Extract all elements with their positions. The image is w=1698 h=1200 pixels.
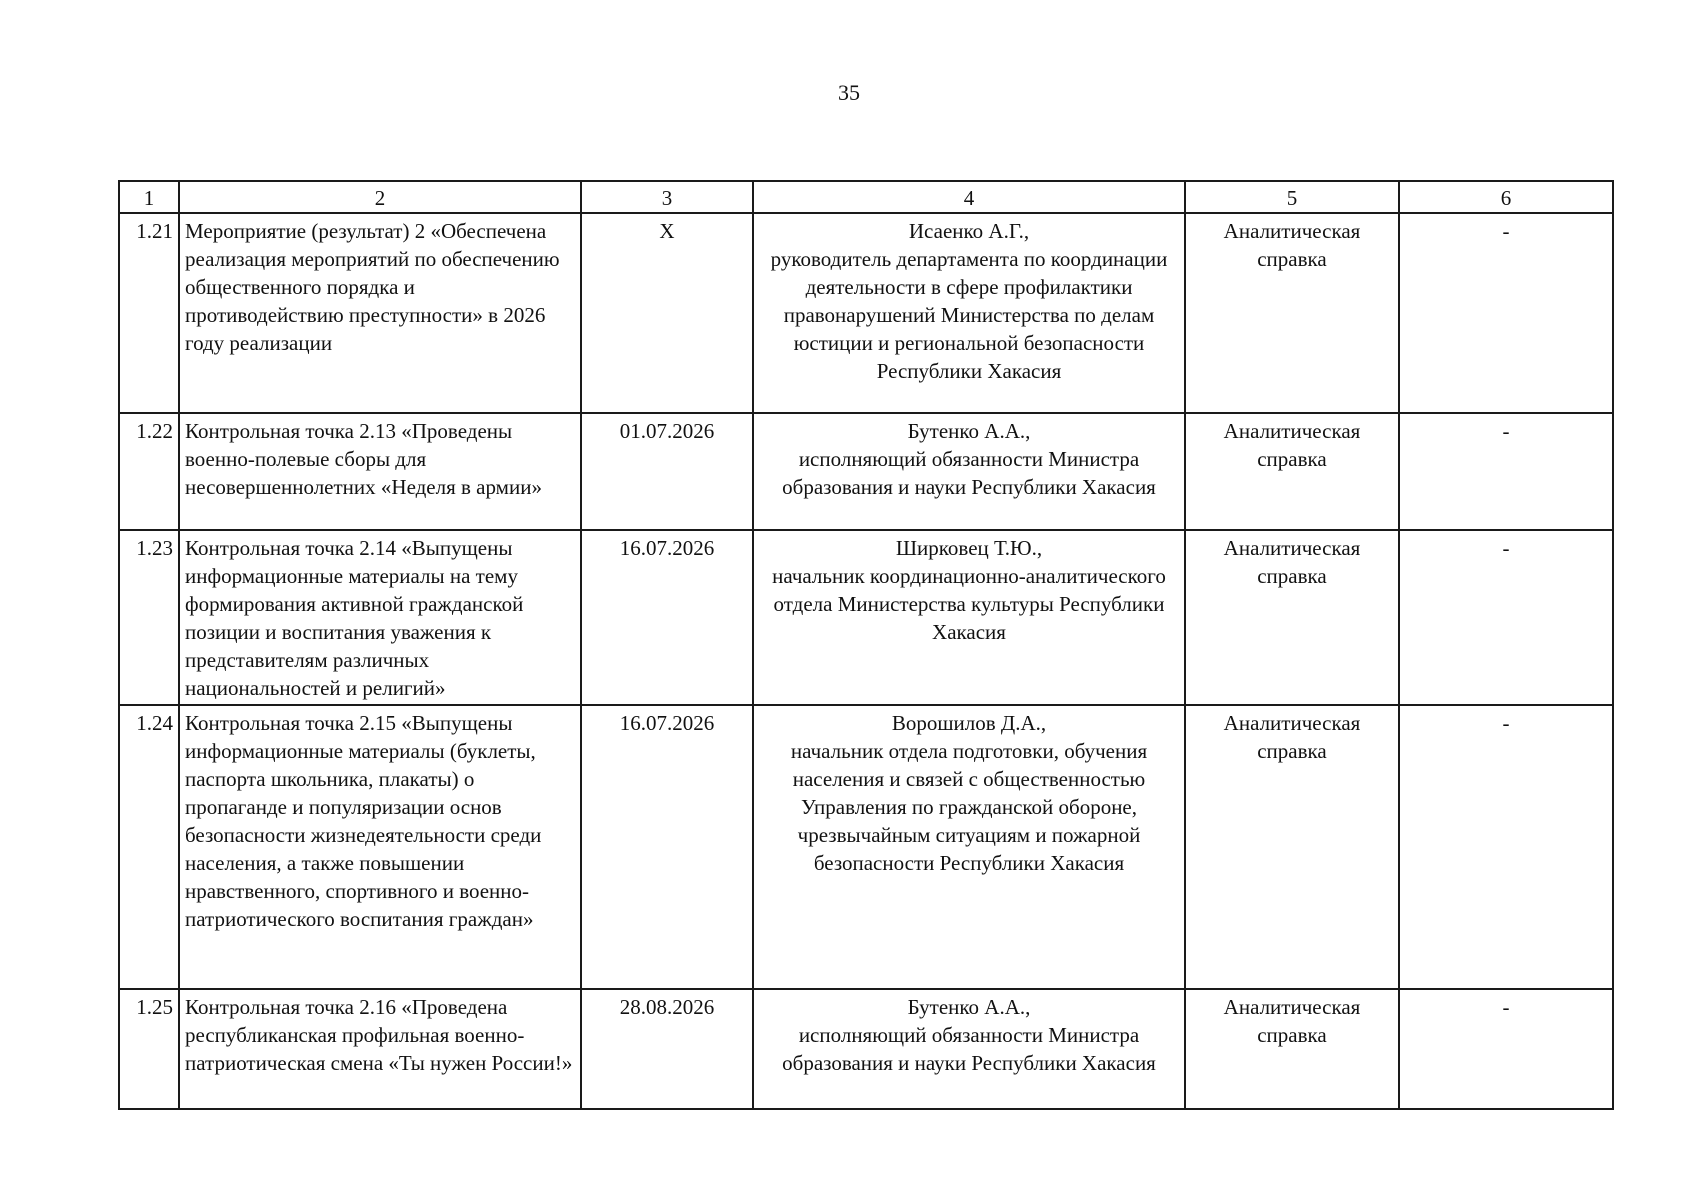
responsible-cell <box>753 530 1185 705</box>
header-cell-6: 6 <box>1399 181 1613 213</box>
page-number: 35 <box>838 80 860 105</box>
header-cell-5: 5 <box>1185 181 1399 213</box>
note: - <box>1399 989 1613 1109</box>
table-body <box>119 213 1613 1109</box>
row-number: 1.25 <box>119 989 179 1109</box>
deadline-date: 16.07.2026 <box>581 530 753 705</box>
document-type: Аналитическая справка <box>1185 413 1399 530</box>
responsible-cell <box>753 213 1185 413</box>
table-row <box>119 213 1613 413</box>
row-number: 1.21 <box>119 213 179 413</box>
document-type: Аналитическая справка <box>1185 705 1399 989</box>
header-row <box>119 181 1613 213</box>
responsible-position: начальник отдела подготовки, обучения населения и связей с общественностью Управления по гражданской обороне, чрезвычайным ситуациям и пожарной безопасности Республики Хакасия <box>790 739 1148 875</box>
plan-table <box>118 180 1614 1110</box>
event-name: Контрольная точка 2.16 «Проведена республиканская профильная военно-патриотическая смена «Ты нужен России!» <box>179 989 581 1109</box>
row-number: 1.22 <box>119 413 179 530</box>
header-cell-4: 4 <box>753 181 1185 213</box>
responsible-name: Ширковец Т.Ю., <box>895 536 1043 560</box>
table-row <box>119 705 1613 989</box>
responsible-position: начальник координационно-аналитического отдела Министерства культуры Республики Хакасия <box>772 564 1166 644</box>
deadline-date: X <box>581 213 753 413</box>
responsible-cell <box>753 413 1185 530</box>
row-number: 1.24 <box>119 705 179 989</box>
deadline-date: 28.08.2026 <box>581 989 753 1109</box>
responsible-name: Ворошилов Д.А., <box>891 711 1047 735</box>
table-row <box>119 413 1613 530</box>
table-row <box>119 989 1613 1109</box>
row-number: 1.23 <box>119 530 179 705</box>
header-cell-3: 3 <box>581 181 753 213</box>
table-row <box>119 530 1613 705</box>
deadline-date: 01.07.2026 <box>581 413 753 530</box>
responsible-cell <box>753 705 1185 989</box>
event-name: Контрольная точка 2.15 «Выпущены информационные материалы (буклеты, паспорта школьника, плакаты) о пропаганде и популяризации основ безопасности жизнедеятельности среди населения, а также повышении нравственного, спортивного и военно-патриотического воспитания граждан» <box>179 705 581 989</box>
responsible-cell <box>753 989 1185 1109</box>
table-header <box>119 181 1613 213</box>
event-name: Контрольная точка 2.14 «Выпущены информационные материалы на тему формирования активной гражданской позиции и воспитания уважения к представителям различных национальностей и религий» <box>179 530 581 705</box>
responsible-name: Бутенко А.А., <box>907 995 1031 1019</box>
responsible-name: Исаенко А.Г., <box>908 219 1030 243</box>
note: - <box>1399 413 1613 530</box>
responsible-position: исполняющий обязанности Министра образования и науки Республики Хакасия <box>782 1023 1156 1075</box>
note: - <box>1399 530 1613 705</box>
document-type: Аналитическая справка <box>1185 213 1399 413</box>
event-name: Мероприятие (результат) 2 «Обеспечена реализация мероприятий по обеспечению общественного порядка и противодействию преступности» в 2026 году реализации <box>179 213 581 413</box>
responsible-position: руководитель департамента по координации деятельности в сфере профилактики правонарушений Министерства по делам юстиции и региональной безопасности Республики Хакасия <box>770 247 1168 383</box>
header-cell-2: 2 <box>179 181 581 213</box>
header-cell-1: 1 <box>119 181 179 213</box>
responsible-position: исполняющий обязанности Министра образования и науки Республики Хакасия <box>782 447 1156 499</box>
responsible-name: Бутенко А.А., <box>907 419 1031 443</box>
deadline-date: 16.07.2026 <box>581 705 753 989</box>
document-type: Аналитическая справка <box>1185 989 1399 1109</box>
note: - <box>1399 705 1613 989</box>
note: - <box>1399 213 1613 413</box>
document-type: Аналитическая справка <box>1185 530 1399 705</box>
event-name: Контрольная точка 2.13 «Проведены военно-полевые сборы для несовершеннолетних «Неделя в армии» <box>179 413 581 530</box>
